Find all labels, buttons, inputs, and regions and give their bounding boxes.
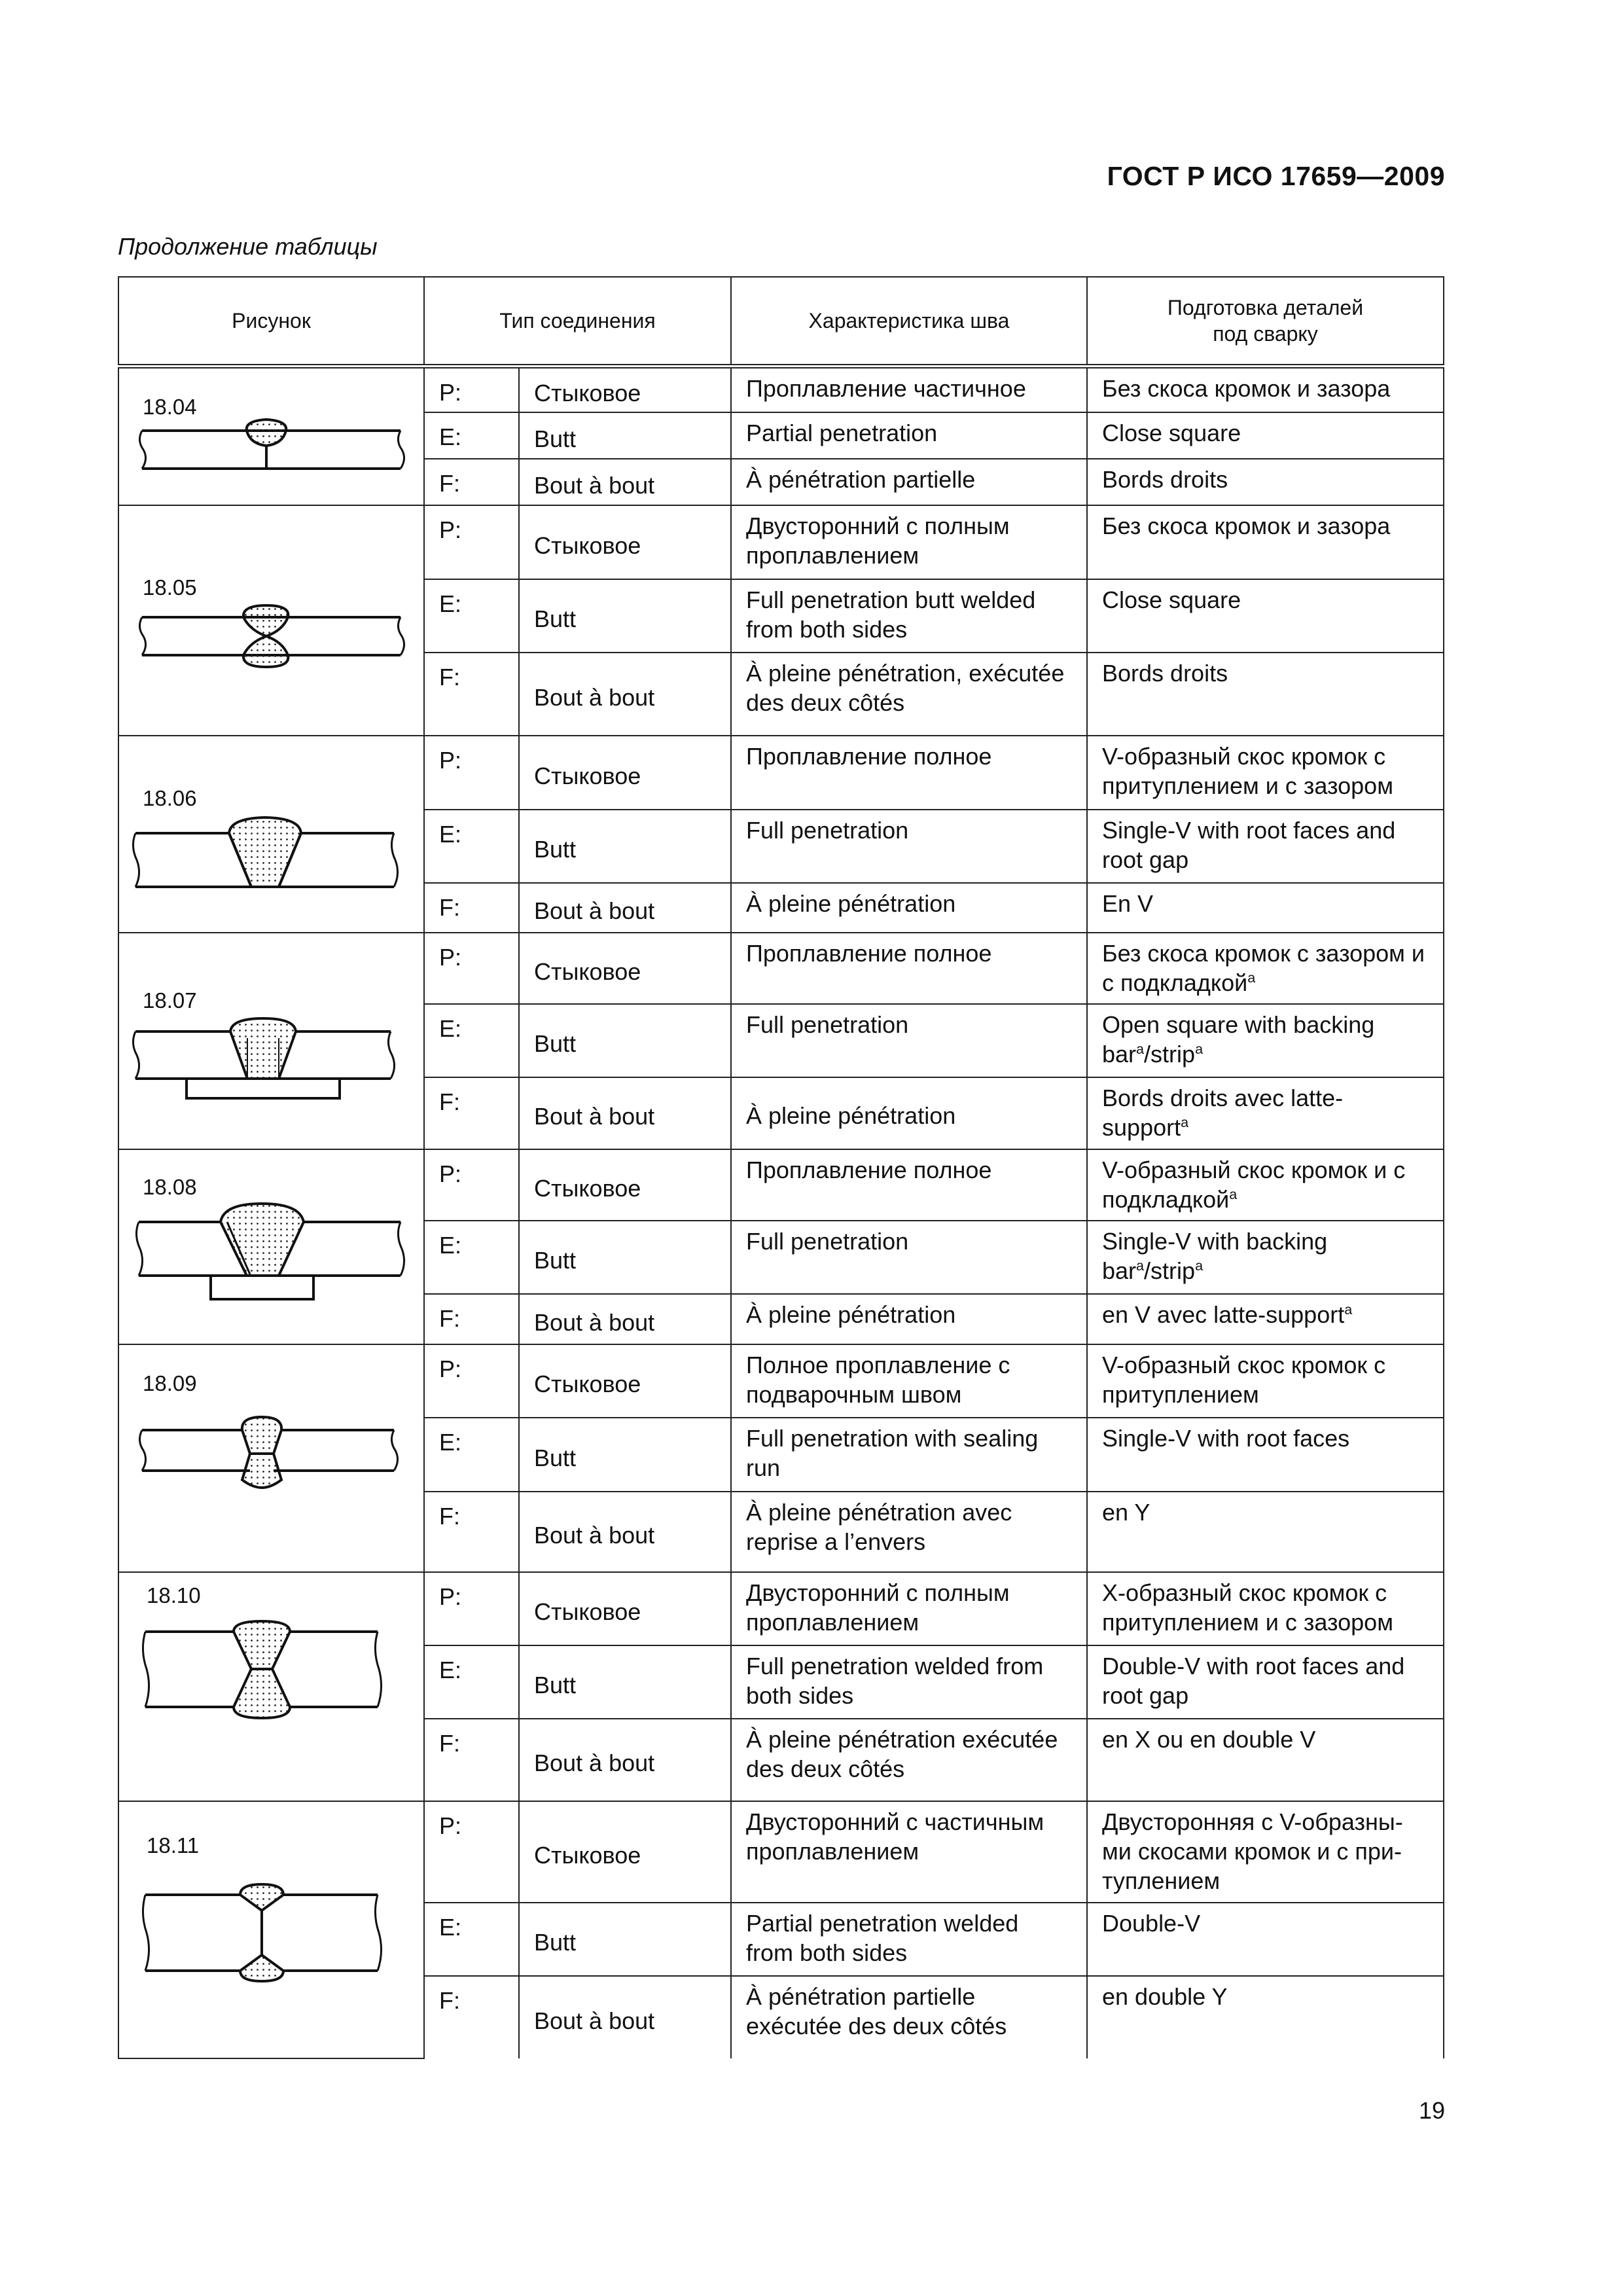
weld-sketch-18-11 <box>119 1802 425 2060</box>
weld-characteristic-cell: Full penetration <box>731 1004 1087 1077</box>
joint-type-cell: Butt <box>519 1903 731 1976</box>
lang-label: P: <box>424 1801 519 1903</box>
preparation-cell <box>1087 1221 1444 1294</box>
lang-label: E: <box>424 1221 519 1294</box>
preparation-text: en V avec latte-support <box>1102 1300 1345 1328</box>
lang-label: P: <box>424 736 519 810</box>
preparation-text: Open square with backing bar <box>1102 1011 1375 1067</box>
figure-cell-18-10 <box>118 1572 424 1801</box>
header-weld-characteristic: Характеристика шва <box>731 277 1087 367</box>
header-preparation-line1: Подготовка деталей <box>1167 296 1364 319</box>
table-row <box>118 367 1444 412</box>
lang-label: F: <box>424 653 519 736</box>
lang-label: F: <box>424 1492 519 1572</box>
joint-type-cell: Стыковое <box>519 736 731 810</box>
footnote-mark: a <box>1229 1185 1238 1202</box>
weld-characteristic-cell: Проплавление частичное <box>731 367 1087 412</box>
figure-code: 18.08 <box>143 1174 197 1199</box>
header-preparation-line2: под сварку <box>1213 322 1318 346</box>
lang-label: F: <box>424 459 519 505</box>
joint-type-cell: Стыковое <box>519 1344 731 1418</box>
footnote-mark: a <box>1247 969 1256 986</box>
weld-characteristic-cell: À pleine pénétration avec reprise a l’envers <box>731 1492 1087 1572</box>
joint-type-cell: Butt <box>519 579 731 653</box>
lang-label: E: <box>424 810 519 883</box>
figure-cell-18-04 <box>118 367 424 505</box>
preparation-cell: V-образный скос кромок с притуплением и с зазором <box>1087 736 1444 810</box>
lang-label: E: <box>424 579 519 653</box>
preparation-cell: Bords droits <box>1087 459 1444 505</box>
footnote-mark: a <box>1344 1300 1353 1318</box>
weld-characteristic-cell: À pleine pénétration <box>731 883 1087 933</box>
figure-code: 18.07 <box>143 988 197 1013</box>
joint-type-cell: Butt <box>519 1221 731 1294</box>
lang-label: E: <box>424 1418 519 1492</box>
weld-characteristic-cell: Проплавление полное <box>731 736 1087 810</box>
weld-characteristic-cell: Full penetration welded from both sides <box>731 1645 1087 1719</box>
lang-label: P: <box>424 1572 519 1645</box>
joint-type-cell: Butt <box>519 810 731 883</box>
weld-characteristic-cell: Partial penetration <box>731 412 1087 459</box>
weld-characteristic-cell: À pleine pénétration, exécutée des deux côtés <box>731 653 1087 736</box>
preparation-text: Bords droits avec latte-support <box>1102 1084 1344 1141</box>
weld-characteristic-cell: Двусторонний с полным проплавлением <box>731 1572 1087 1645</box>
weld-characteristic-cell: Partial penetration welded from both sides <box>731 1903 1087 1976</box>
table-row <box>118 933 1444 1004</box>
footnote-mark: a <box>1136 1257 1145 1274</box>
preparation-text: Single-V with backing bar <box>1102 1227 1328 1284</box>
preparation-cell: Close square <box>1087 579 1444 653</box>
joint-type-cell: Butt <box>519 412 731 459</box>
joint-type-cell: Стыковое <box>519 933 731 1004</box>
joint-type-cell: Bout à bout <box>519 459 731 505</box>
standard-designation: ГОСТ Р ИСО 17659—2009 <box>1107 161 1445 191</box>
table-row <box>118 736 1444 810</box>
table-row <box>118 1801 1444 1903</box>
weld-characteristic-cell: À pleine pénétration <box>731 1077 1087 1149</box>
footnote-mark: a <box>1181 1113 1189 1130</box>
preparation-cell <box>1087 933 1444 1004</box>
weld-characteristic-cell: Полное проплавление с подварочным швом <box>731 1344 1087 1418</box>
weld-characteristic-cell: Двусторонний с частичным проплавлением <box>731 1801 1087 1903</box>
joint-type-cell: Butt <box>519 1418 731 1492</box>
preparation-cell: Double-V <box>1087 1903 1444 1976</box>
figure-code: 18.06 <box>143 785 197 810</box>
preparation-cell: Bords droits <box>1087 653 1444 736</box>
lang-label: E: <box>424 1004 519 1077</box>
preparation-cell <box>1087 1294 1444 1344</box>
preparation-text: /strip <box>1144 1257 1196 1284</box>
weld-sketch-18-09 <box>119 1345 425 1573</box>
preparation-cell: Single-V with root faces <box>1087 1418 1444 1492</box>
weld-characteristic-cell: À pleine pénétration <box>731 1294 1087 1344</box>
preparation-cell <box>1087 1004 1444 1077</box>
figure-code: 18.05 <box>143 575 197 600</box>
preparation-cell: en double Y <box>1087 1976 1444 2058</box>
weld-characteristic-cell: Проплавление полное <box>731 933 1087 1004</box>
preparation-cell: X-образный скос кромок с притуплением и с зазором <box>1087 1572 1444 1645</box>
preparation-cell: Без скоса кромок и зазора <box>1087 505 1444 579</box>
weld-characteristic-cell: À pénétration partielle <box>731 459 1087 505</box>
figure-cell-18-08 <box>118 1149 424 1344</box>
table-row <box>118 505 1444 579</box>
lang-label: E: <box>424 1645 519 1719</box>
joint-type-cell: Стыковое <box>519 505 731 579</box>
header-figure: Рисунок <box>118 277 424 367</box>
weld-characteristic-cell: Full penetration <box>731 1221 1087 1294</box>
weld-characteristic-cell: Двусторонний с полным проплавлением <box>731 505 1087 579</box>
figure-code: 18.04 <box>143 395 197 419</box>
lang-label: F: <box>424 883 519 933</box>
weld-characteristic-cell: Проплавление полное <box>731 1149 1087 1221</box>
weld-sketch-18-06 <box>119 736 425 933</box>
lang-label: F: <box>424 1294 519 1344</box>
preparation-cell <box>1087 1077 1444 1149</box>
joint-type-cell: Bout à bout <box>519 1719 731 1801</box>
weld-sketch-18-10 <box>119 1573 425 1803</box>
joint-type-cell: Стыковое <box>519 1149 731 1221</box>
preparation-cell: En V <box>1087 883 1444 933</box>
joint-type-cell: Bout à bout <box>519 1492 731 1572</box>
weld-characteristic-cell: Full penetration <box>731 810 1087 883</box>
weld-characteristic-cell: Full penetration butt welded from both sides <box>731 579 1087 653</box>
lang-label: P: <box>424 505 519 579</box>
joint-type-cell: Bout à bout <box>519 883 731 933</box>
lang-label: E: <box>424 1903 519 1976</box>
lang-label: F: <box>424 1077 519 1149</box>
joint-type-cell: Bout à bout <box>519 1294 731 1344</box>
joint-type-cell: Стыковое <box>519 1801 731 1903</box>
weld-sketch-18-04 <box>119 368 425 507</box>
footnote-mark: a <box>1195 1040 1204 1057</box>
preparation-cell: Двусторонняя с V-образны-ми скосами кромок и с при-туплением <box>1087 1801 1444 1903</box>
joint-type-cell: Butt <box>519 1004 731 1077</box>
weld-characteristic-cell: À pénétration partielle exécutée des deux côtés <box>731 1976 1087 2058</box>
preparation-text: V-образный скос кромок и с подкладкой <box>1102 1156 1406 1213</box>
figure-code: 18.09 <box>143 1371 197 1395</box>
preparation-cell <box>1087 1149 1444 1221</box>
joint-type-cell: Стыковое <box>519 1572 731 1645</box>
figure-cell-18-05 <box>118 505 424 736</box>
weld-sketch-18-05 <box>119 506 425 736</box>
figure-cell-18-11 <box>118 1801 424 2058</box>
preparation-cell: Double-V with root faces and root gap <box>1087 1645 1444 1719</box>
table-continuation-label: Продолжение таблицы <box>118 233 378 260</box>
table-row <box>118 1344 1444 1418</box>
page-number: 19 <box>1418 2097 1445 2124</box>
joint-type-cell: Butt <box>519 1645 731 1719</box>
preparation-cell: Close square <box>1087 412 1444 459</box>
table-row <box>118 1149 1444 1221</box>
preparation-text: Без скоса кромок с зазором и с подкладкой <box>1102 939 1425 996</box>
lang-label: P: <box>424 367 519 412</box>
header-joint-type: Тип соединения <box>424 277 731 367</box>
weld-characteristic-cell: Full penetration with sealing run <box>731 1418 1087 1492</box>
weld-sketch-18-07 <box>119 933 425 1150</box>
preparation-cell: V-образный скос кромок с притуплением <box>1087 1344 1444 1418</box>
lang-label: P: <box>424 933 519 1004</box>
lang-label: P: <box>424 1149 519 1221</box>
preparation-cell: en Y <box>1087 1492 1444 1572</box>
figure-cell-18-06 <box>118 736 424 933</box>
lang-label: F: <box>424 1976 519 2058</box>
lang-label: F: <box>424 1719 519 1801</box>
figure-cell-18-07 <box>118 933 424 1149</box>
figure-code: 18.10 <box>147 1583 201 1607</box>
header-preparation <box>1087 277 1444 367</box>
preparation-text: /strip <box>1144 1040 1196 1067</box>
weld-joint-table <box>118 276 1444 2059</box>
preparation-cell: Без скоса кромок и зазора <box>1087 367 1444 412</box>
footnote-mark: a <box>1136 1040 1145 1057</box>
lang-label: E: <box>424 412 519 459</box>
preparation-cell: Single-V with root faces and root gap <box>1087 810 1444 883</box>
table-header-row <box>118 277 1444 367</box>
table-row <box>118 1572 1444 1645</box>
footnote-mark: a <box>1195 1257 1204 1274</box>
figure-code: 18.11 <box>147 1833 200 1857</box>
joint-type-cell: Bout à bout <box>519 1976 731 2058</box>
preparation-cell: en X ou en double V <box>1087 1719 1444 1801</box>
weld-sketch-18-08 <box>119 1150 425 1345</box>
lang-label: P: <box>424 1344 519 1418</box>
weld-characteristic-cell: À pleine pénétration exécutée des deux côtés <box>731 1719 1087 1801</box>
joint-type-cell: Bout à bout <box>519 653 731 736</box>
joint-type-cell: Стыковое <box>519 367 731 412</box>
figure-cell-18-09 <box>118 1344 424 1572</box>
joint-type-cell: Bout à bout <box>519 1077 731 1149</box>
